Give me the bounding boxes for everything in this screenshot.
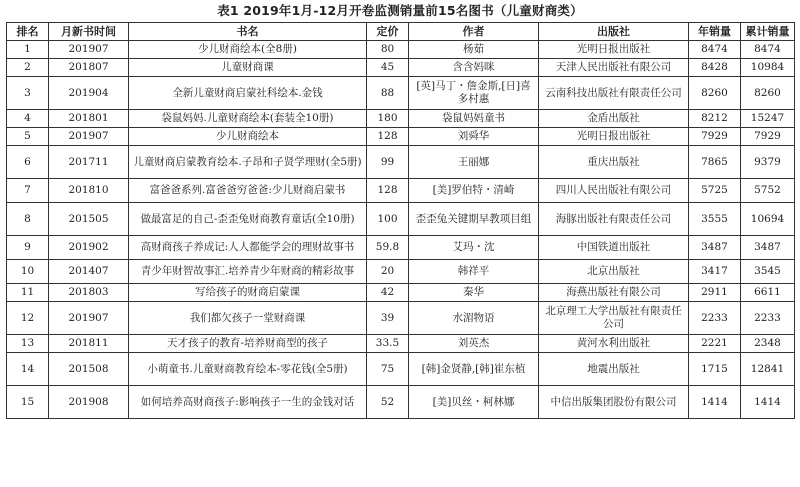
cell-total-sales: 10984 [741,59,795,77]
header-name: 书名 [129,23,367,41]
cell-price: 45 [367,59,409,77]
cell-publisher: 重庆出版社 [539,146,689,179]
cell-price: 180 [367,110,409,128]
cell-rank: 5 [7,128,49,146]
cell-year-sales: 8260 [689,77,741,110]
cell-date: 201908 [49,386,129,419]
cell-date: 201907 [49,302,129,335]
cell-author: [美]贝丝・柯林娜 [409,386,539,419]
cell-publisher: 光明日报出版社 [539,128,689,146]
cell-author: 刘英杰 [409,335,539,353]
header-price: 定价 [367,23,409,41]
cell-total-sales: 1414 [741,386,795,419]
table-row [7,353,795,386]
table-title: 表1 2019年1月-12月开卷监测销量前15名图书（儿童财商类） [217,3,583,18]
cell-publisher: 云南科技出版社有限责任公司 [539,77,689,110]
cell-author: 王丽娜 [409,146,539,179]
table-row [7,59,795,77]
cell-rank: 13 [7,335,49,353]
table-row [7,236,795,260]
cell-author: [韩]金贤静,[韩]崔东植 [409,353,539,386]
cell-author: 杨茹 [409,41,539,59]
cell-publisher: 海豚出版社有限责任公司 [539,203,689,236]
cell-name: 我们都欠孩子一堂财商课 [129,302,367,335]
header-rank: 排名 [7,23,49,41]
cell-rank: 3 [7,77,49,110]
cell-author: 含含妈咪 [409,59,539,77]
cell-rank: 7 [7,179,49,203]
cell-total-sales: 12841 [741,353,795,386]
cell-year-sales: 3487 [689,236,741,260]
cell-date: 201807 [49,59,129,77]
cell-total-sales: 5752 [741,179,795,203]
cell-rank: 11 [7,284,49,302]
cell-price: 128 [367,128,409,146]
cell-name: 天才孩子的教育-培养财商型的孩子 [129,335,367,353]
cell-author: [英]马丁・詹金斯,[日]喜多村惠 [409,77,539,110]
cell-date: 201505 [49,203,129,236]
cell-date: 201904 [49,77,129,110]
cell-year-sales: 8428 [689,59,741,77]
cell-total-sales: 15247 [741,110,795,128]
cell-author: 艾玛・沈 [409,236,539,260]
cell-year-sales: 7865 [689,146,741,179]
cell-price: 128 [367,179,409,203]
cell-author: [美]罗伯特・清崎 [409,179,539,203]
cell-rank: 14 [7,353,49,386]
cell-year-sales: 8474 [689,41,741,59]
cell-price: 99 [367,146,409,179]
table-row [7,260,795,284]
header-total-sales: 累计销量 [741,23,795,41]
cell-publisher: 中国铁道出版社 [539,236,689,260]
cell-rank: 8 [7,203,49,236]
cell-total-sales: 6611 [741,284,795,302]
cell-year-sales: 8212 [689,110,741,128]
cell-author: 秦华 [409,284,539,302]
cell-name: 高财商孩子养成记:人人都能学会的理财故事书 [129,236,367,260]
cell-publisher: 海燕出版社有限公司 [539,284,689,302]
cell-year-sales: 2911 [689,284,741,302]
cell-publisher: 黄河水利出版社 [539,335,689,353]
cell-date: 201508 [49,353,129,386]
cell-date: 201810 [49,179,129,203]
cell-year-sales: 3417 [689,260,741,284]
cell-author: 刘舜华 [409,128,539,146]
cell-rank: 9 [7,236,49,260]
cell-name: 少儿财商绘本(全8册) [129,41,367,59]
header-date: 月新书时间 [49,23,129,41]
header-row [7,23,795,41]
cell-name: 少儿财商绘本 [129,128,367,146]
cell-year-sales: 1414 [689,386,741,419]
cell-date: 201907 [49,128,129,146]
cell-year-sales: 2233 [689,302,741,335]
cell-publisher: 天津人民出版社有限公司 [539,59,689,77]
cell-year-sales: 1715 [689,353,741,386]
cell-price: 80 [367,41,409,59]
table-row [7,146,795,179]
cell-total-sales: 2348 [741,335,795,353]
cell-author: 韩祥平 [409,260,539,284]
cell-price: 88 [367,77,409,110]
cell-price: 75 [367,353,409,386]
table-row [7,386,795,419]
cell-rank: 10 [7,260,49,284]
cell-total-sales: 8260 [741,77,795,110]
table-row [7,203,795,236]
cell-rank: 15 [7,386,49,419]
cell-year-sales: 2221 [689,335,741,353]
cell-name: 写给孩子的财商启蒙课 [129,284,367,302]
table-row [7,335,795,353]
cell-total-sales: 8474 [741,41,795,59]
cell-rank: 12 [7,302,49,335]
cell-name: 青少年财智故事汇.培养青少年财商的精彩故事 [129,260,367,284]
sales-table [6,22,795,419]
cell-price: 59.8 [367,236,409,260]
cell-author: 歪歪兔关键期早教项目组 [409,203,539,236]
table-row [7,110,795,128]
cell-date: 201711 [49,146,129,179]
cell-date: 201907 [49,41,129,59]
cell-rank: 6 [7,146,49,179]
cell-rank: 4 [7,110,49,128]
cell-total-sales: 9379 [741,146,795,179]
cell-name: 儿童财商启蒙教育绘本.子昂和子贤学理财(全5册) [129,146,367,179]
cell-date: 201407 [49,260,129,284]
cell-price: 20 [367,260,409,284]
cell-date: 201811 [49,335,129,353]
cell-price: 52 [367,386,409,419]
cell-name: 袋鼠妈妈.儿童财商绘本(套装全10册) [129,110,367,128]
cell-name: 富爸爸系列.富爸爸穷爸爸:少儿财商启蒙书 [129,179,367,203]
cell-total-sales: 3487 [741,236,795,260]
cell-total-sales: 7929 [741,128,795,146]
cell-publisher: 四川人民出版社有限公司 [539,179,689,203]
header-author: 作者 [409,23,539,41]
cell-price: 100 [367,203,409,236]
cell-name: 儿童财商课 [129,59,367,77]
cell-date: 201803 [49,284,129,302]
cell-year-sales: 7929 [689,128,741,146]
cell-name: 全新儿童财商启蒙社科绘本.金钱 [129,77,367,110]
cell-name: 做最富足的自己-歪歪兔财商教育童话(全10册) [129,203,367,236]
table-row [7,77,795,110]
header-year-sales: 年销量 [689,23,741,41]
cell-publisher: 地震出版社 [539,353,689,386]
cell-name: 如何培养高财商孩子:影响孩子一生的金钱对话 [129,386,367,419]
table-row [7,128,795,146]
cell-price: 33.5 [367,335,409,353]
header-publisher: 出版社 [539,23,689,41]
cell-publisher: 中信出版集团股份有限公司 [539,386,689,419]
cell-rank: 1 [7,41,49,59]
table-row [7,41,795,59]
cell-name: 小萌童书.儿童财商教育绘本-零花钱(全5册) [129,353,367,386]
cell-price: 42 [367,284,409,302]
cell-publisher: 北京出版社 [539,260,689,284]
cell-total-sales: 10694 [741,203,795,236]
cell-price: 39 [367,302,409,335]
cell-total-sales: 3545 [741,260,795,284]
cell-publisher: 金盾出版社 [539,110,689,128]
cell-date: 201902 [49,236,129,260]
cell-date: 201801 [49,110,129,128]
cell-year-sales: 3555 [689,203,741,236]
cell-year-sales: 5725 [689,179,741,203]
table-row [7,179,795,203]
cell-publisher: 北京理工大学出版社有限责任公司 [539,302,689,335]
cell-author: 水湄物语 [409,302,539,335]
table-row [7,302,795,335]
cell-author: 袋鼠妈妈童书 [409,110,539,128]
table-row [7,284,795,302]
cell-publisher: 光明日报出版社 [539,41,689,59]
cell-total-sales: 2233 [741,302,795,335]
cell-rank: 2 [7,59,49,77]
